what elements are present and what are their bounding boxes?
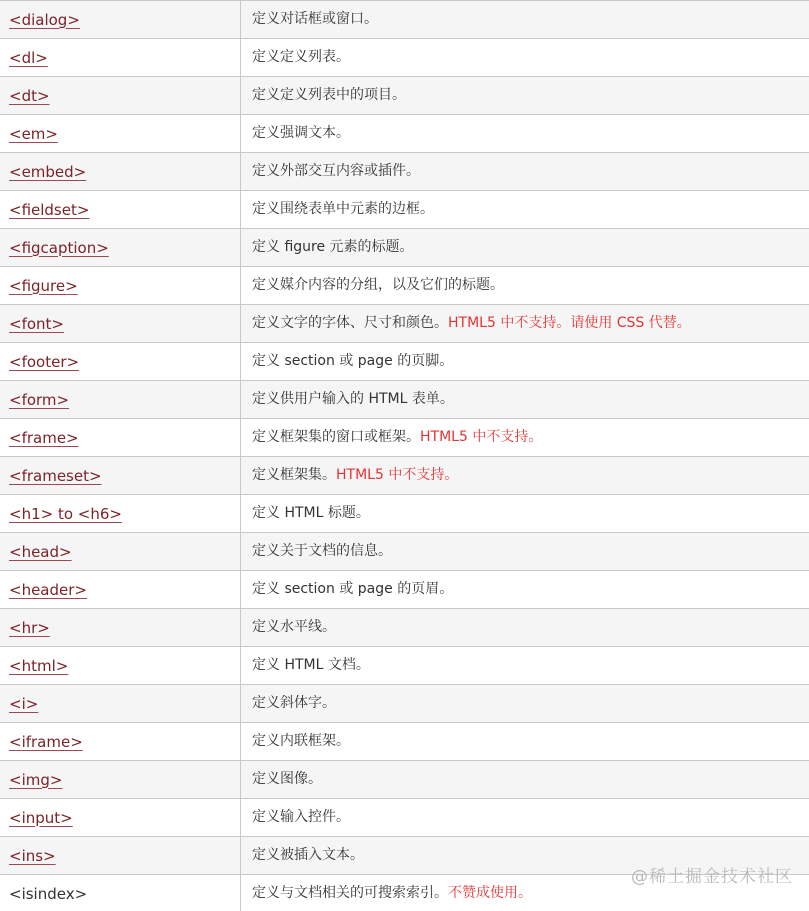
table-row [0,798,809,836]
description-cell [241,457,809,494]
table-row [0,342,809,380]
tag-link[interactable]: <header> [9,580,87,599]
tag-cell [0,77,241,114]
tag-cell [0,267,241,304]
tag-text: <isindex> [9,884,88,903]
tag-link[interactable]: <form> [9,390,70,409]
description-text: 定义框架集。 [252,467,336,484]
description-text: 定义关于文档的信息。 [252,543,392,560]
description-text: 定义围绕表单中元素的边框。 [252,201,434,218]
table-row [0,760,809,798]
description-text: 定义水平线。 [252,619,336,636]
tag-link[interactable]: <figure> [9,276,78,295]
description-text: 定义 HTML 标题。 [252,505,370,522]
tag-cell [0,1,241,38]
tag-link[interactable]: <dl> [9,48,48,67]
tag-cell [0,571,241,608]
tag-cell [0,647,241,684]
table-row [0,874,809,911]
description-cell [241,495,809,532]
table-row [0,38,809,76]
description-cell [241,153,809,190]
table-row [0,608,809,646]
table-row [0,152,809,190]
description-cell [241,343,809,380]
description-text: 定义文字的字体、尺寸和颜色。 [252,315,448,332]
description-text: 定义图像。 [252,771,322,788]
tag-link[interactable]: <footer> [9,352,80,371]
tag-link[interactable]: <frame> [9,428,79,447]
description-cell [241,875,809,911]
table-row [0,418,809,456]
description-text: 定义 figure 元素的标题。 [252,239,414,256]
description-cell [241,571,809,608]
tag-cell [0,229,241,266]
table-row [0,304,809,342]
tag-link[interactable]: <img> [9,770,63,789]
description-cell [241,533,809,570]
description-text: 定义定义列表中的项目。 [252,87,406,104]
description-text: 定义 section 或 page 的页脚。 [252,353,454,370]
table-row [0,684,809,722]
description-text: 定义内联框架。 [252,733,350,750]
tag-cell [0,761,241,798]
description-cell [241,685,809,722]
description-cell [241,115,809,152]
deprecation-warning-text: HTML5 中不支持。请使用 CSS 代替。 [448,315,691,332]
table-row [0,380,809,418]
tag-cell [0,191,241,228]
table-row [0,76,809,114]
tag-link[interactable]: <input> [9,808,73,827]
description-text: 定义定义列表。 [252,49,350,66]
tag-cell [0,875,241,911]
table-row [0,836,809,874]
description-text: 定义强调文本。 [252,125,350,142]
description-cell [241,1,809,38]
description-text: 定义媒介内容的分组，以及它们的标题。 [252,277,504,294]
description-text: 定义与文档相关的可搜索索引。 [252,885,448,902]
description-cell [241,761,809,798]
table-row [0,646,809,684]
description-text: 定义对话框或窗口。 [252,11,378,28]
description-text: 定义供用户输入的 HTML 表单。 [252,391,454,408]
tag-link[interactable]: <html> [9,656,69,675]
table-row [0,722,809,760]
watermark: @稀土掘金技术社区 [631,867,793,887]
tag-link[interactable]: <figcaption> [9,238,109,257]
tag-link[interactable]: <dt> [9,86,50,105]
table-row [0,532,809,570]
tag-cell [0,419,241,456]
deprecation-warning-text: HTML5 中不支持。 [420,429,543,446]
description-text: 定义外部交互内容或插件。 [252,163,420,180]
tag-link[interactable]: <head> [9,542,72,561]
deprecation-warning-text: HTML5 中不支持。 [336,467,459,484]
tag-link[interactable]: <h1> to <h6> [9,504,122,523]
description-cell [241,799,809,836]
tag-cell [0,723,241,760]
description-cell [241,267,809,304]
tag-cell [0,343,241,380]
description-text: 定义斜体字。 [252,695,336,712]
tag-link[interactable]: <fieldset> [9,200,90,219]
tag-cell [0,609,241,646]
tag-cell [0,457,241,494]
tag-cell [0,115,241,152]
description-text: 定义 section 或 page 的页眉。 [252,581,454,598]
tag-cell [0,153,241,190]
tag-cell [0,685,241,722]
description-cell [241,381,809,418]
description-cell [241,191,809,228]
table-row [0,456,809,494]
description-cell [241,77,809,114]
table-row [0,494,809,532]
description-text: 定义 HTML 文档。 [252,657,370,674]
table-row [0,228,809,266]
tag-link[interactable]: <iframe> [9,732,83,751]
tag-cell [0,381,241,418]
table-row [0,190,809,228]
tag-cell [0,837,241,874]
description-cell [241,419,809,456]
description-text: 定义框架集的窗口或框架。 [252,429,420,446]
tag-cell [0,533,241,570]
tag-link[interactable]: <font> [9,314,64,333]
tag-link[interactable]: <embed> [9,162,87,181]
table-row [0,0,809,38]
description-cell [241,39,809,76]
tag-cell [0,39,241,76]
description-cell [241,609,809,646]
description-text: 定义被插入文本。 [252,847,364,864]
description-cell [241,837,809,874]
tag-link[interactable]: <i> [9,694,39,713]
description-cell [241,723,809,760]
deprecation-warning-text: 不赞成使用。 [448,885,532,902]
table-row [0,570,809,608]
tag-link[interactable]: <hr> [9,618,50,637]
description-cell [241,647,809,684]
tag-link[interactable]: <ins> [9,846,56,865]
description-cell [241,305,809,342]
tag-link[interactable]: <em> [9,124,58,143]
tag-cell [0,799,241,836]
table-row [0,266,809,304]
tag-cell [0,495,241,532]
tag-link[interactable]: <frameset> [9,466,102,485]
description-cell [241,229,809,266]
tag-cell [0,305,241,342]
description-text: 定义输入控件。 [252,809,350,826]
table-row [0,114,809,152]
tag-link[interactable]: <dialog> [9,10,80,29]
